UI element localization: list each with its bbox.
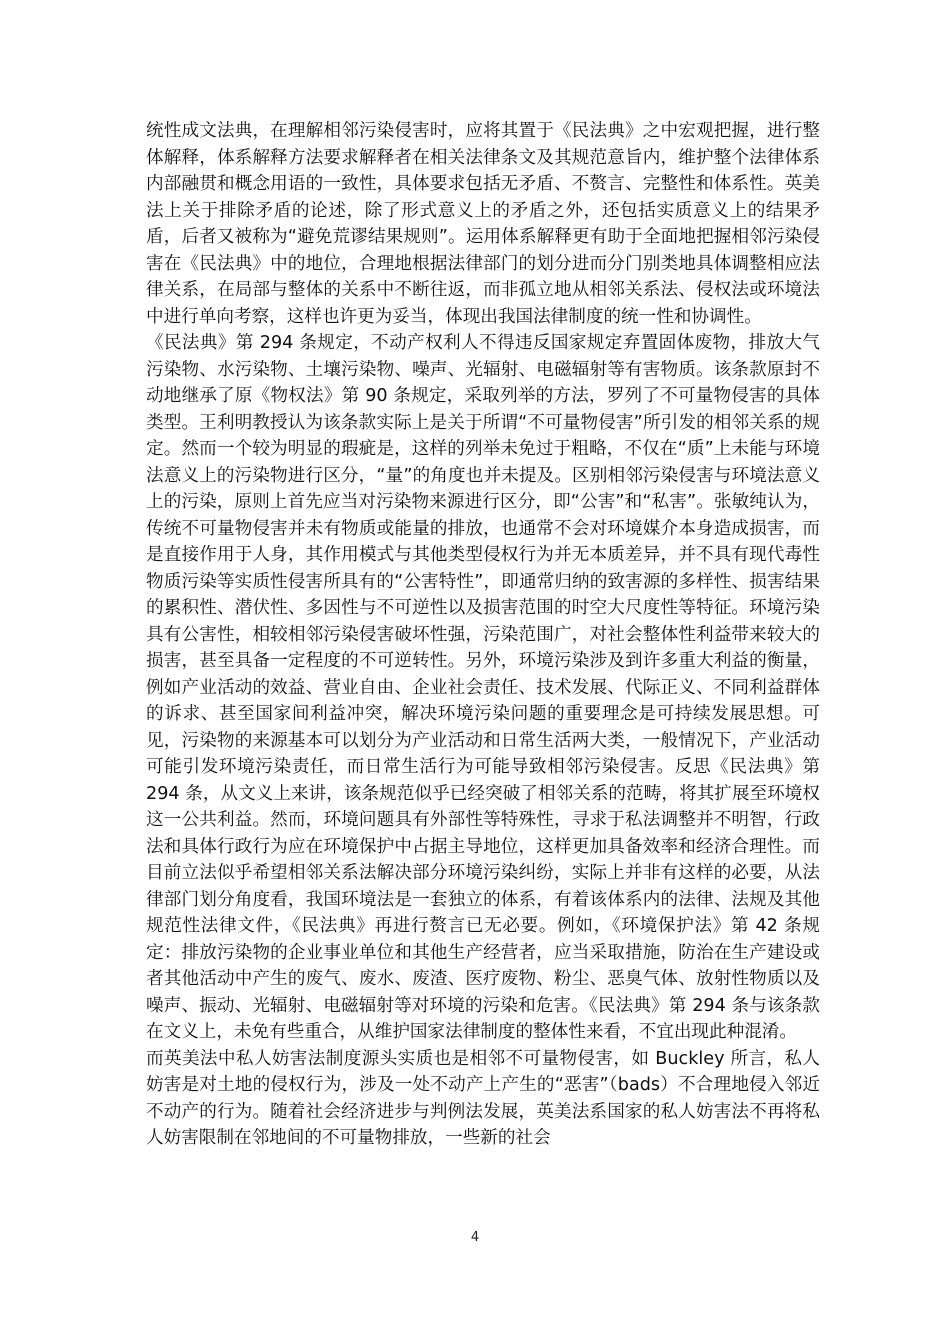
paragraph-3: 而英美法中私人妨害法制度源头实质也是相邻不可量物侵害，如 Buckley 所言，私人妨害是对土地的侵权行为，涉及一处不动产上产生的“恶害”（bads）不合理地侵入邻近不动产的行为。随着社会经济进步与判例法发展，英美法系国家的私人妨害法不再将私人妨害限制在邻地间的不可量物排放，一些新的社会 [146, 1048, 820, 1148]
paragraph-1: 统性成文法典，在理解相邻污染侵害时，应将其置于《民法典》之中宏观把握，进行整体解释，体系解释方法要求解释者在相关法律条文及其规范意旨内，维护整个法律体系内部融贯和概念用语的一致性，具体要求包括无矛盾、不赘言、完整性和体系性。英美法上关于排除矛盾的论述，除了形式意义上的矛盾之外，还包括实质意义上的结果矛盾，后者又被称为“避免荒谬结果规则”。运用体系解释更有助于全面地把握相邻污染侵害在《民法典》中的地位，合理地根据法律部门的划分进而分门别类地具体调整相应法律关系，在局部与整体的关系中不断往返，而非孤立地从相邻关系法、侵权法或环境法中进行单向考察，这样也许更为妥当，体现出我国法律制度的统一性和协调性。 [146, 121, 820, 327]
paragraph-2: 《民法典》第 294 条规定，不动产权利人不得违反国家规定弃置固体废物，排放大气污染物、水污染物、土壤污染物、噪声、光辐射、电磁辐射等有害物质。该条款原封不动地继承了原《物权法》第 90 条规定，采取列举的方法，罗列了不可量物侵害的具体类型。王利明教授认为该条款实际上是关于所谓“不可量物侵害”所引发的相邻关系的规定。然而一个较为明显的瑕疵是，这样的列举未免过于粗略，不仅在“质”上未能与环境法意义上的污染物进行区分，“量”的角度也并未提及。区别相邻污染侵害与环境法意义上的污染，原则上首先应当对污染物来源进行区分，即“公害”和“私害”。张敏纯认为，传统不可量物侵害并未有物质或能量的排放，也通常不会对环境媒介本身造成损害，而是直接作用于人身，其作用模式与其他类型侵权行为并无本质差异，并不具有现代毒性物质污染等实质性侵害所具有的“公害特性”，即通常归纳的致害源的多样性、损害结果的累积性、潜伏性、多因性与不可逆性以及损害范围的时空大尺度性等特征。环境污染具有公害性，相较相邻污染侵害破坏性强，污染范围广，对社会整体性利益带来较大的损害，甚至具备一定程度的不可逆转性。另外，环境污染涉及到许多重大利益的衡量，例如产业活动的效益、营业自由、企业社会责任、技术发展、代际正义、不同利益群体的诉求、甚至国家间利益冲突，解决环境污染问题的重要理念是可持续发展思想。可见，污染物的来源基本可以划分为产业活动和日常生活两大类，一般情况下，产业活动可能引发环境污染责任，而日常生活行为可能导致相邻污染侵害。反思《民法典》第 294 条，从文义上来讲，该条规范似乎已经突破了相邻关系的范畴，将其扩展至环境权这一公共利益。然而，环境问题具有外部性等特殊性，寻求于私法调整并不明智，行政法和具体行政行为应在环境保护中占据主导地位，这样更加具备效率和经济合理性。而目前立法似乎希望相邻关系法解决部分环境污染纠纷，实际上并非有这样的必要，从法律部门划分角度看，我国环境法是一套独立的体系，有着该体系内的法律、法规及其他规范性法律文件，《民法典》再进行赘言已无必要。例如，《环境保护法》第 42 条规定：排放污染物的企业事业单位和其他生产经营者，应当采取措施，防治在生产建设或者其他活动中产生的废气、废水、废渣、医疗废物、粉尘、恶臭气体、放射性物质以及噪声、振动、光辐射、电磁辐射等对环境的污染和危害。《民法典》第 294 条与该条款在文义上，未免有些重合，从维护国家法律制度的整体性来看，不宜出现此种混淆。 [146, 333, 820, 1042]
body-text [146, 118, 820, 1152]
page-number: 4 [470, 1230, 480, 1245]
